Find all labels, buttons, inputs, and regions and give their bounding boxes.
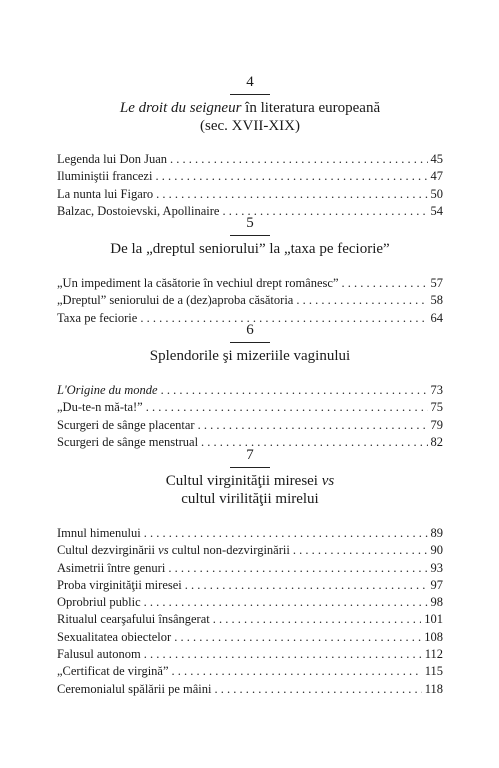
dot-leader bbox=[155, 168, 427, 185]
dot-leader bbox=[293, 542, 428, 559]
dot-leader bbox=[174, 629, 421, 646]
toc-entry[interactable] bbox=[57, 382, 443, 399]
entry-page: 112 bbox=[424, 647, 443, 662]
entry-page: 64 bbox=[430, 310, 443, 325]
entry-page: 58 bbox=[430, 293, 443, 308]
entry-page: 98 bbox=[430, 595, 443, 610]
dot-leader bbox=[213, 611, 422, 628]
entry-title: „Un impediment la căsătorie în vechiul drept românesc” bbox=[57, 276, 339, 290]
entry-page: 108 bbox=[424, 629, 443, 644]
chapter-5 bbox=[57, 214, 443, 327]
entry-title: La nunta lui Figaro bbox=[57, 186, 154, 201]
dot-leader bbox=[170, 151, 427, 168]
entry-title: Imnul himenului bbox=[57, 526, 141, 540]
chapter-rule bbox=[230, 467, 270, 468]
entry-title: Oprobriul public bbox=[57, 595, 141, 610]
entry-title-vs: vs bbox=[158, 543, 169, 558]
entry-title: Ceremonialul spălării pe mâini bbox=[57, 681, 212, 696]
entry-page: 75 bbox=[430, 400, 443, 415]
toc-entry[interactable] bbox=[57, 168, 443, 185]
chapter-number: 5 bbox=[246, 215, 254, 231]
toc-entry[interactable] bbox=[57, 292, 443, 309]
entry-title: Iluminiştii francezi bbox=[57, 169, 153, 184]
entry-page: 73 bbox=[430, 383, 443, 397]
chapter-6 bbox=[57, 321, 443, 451]
chapter-7 bbox=[57, 446, 443, 698]
toc-entry[interactable] bbox=[57, 151, 443, 168]
entry-title bbox=[57, 542, 290, 559]
entry-title: Scurgeri de sânge placentar bbox=[57, 417, 195, 432]
entry-title: L'Origine du monde bbox=[57, 383, 158, 397]
entry-list bbox=[57, 275, 443, 327]
chapter-title-italic: Le droit du seigneur bbox=[119, 100, 242, 116]
chapter-rule bbox=[230, 94, 270, 95]
entry-title: Sexualitatea obiectelor bbox=[57, 629, 172, 644]
toc-entry[interactable] bbox=[57, 417, 443, 434]
entry-page: 57 bbox=[430, 276, 443, 290]
toc-entry[interactable] bbox=[57, 542, 443, 559]
toc-entry[interactable] bbox=[57, 663, 443, 680]
chapter-rule bbox=[230, 342, 270, 343]
dot-leader bbox=[168, 560, 427, 577]
dot-leader bbox=[144, 525, 428, 542]
chapter-title-part: Cultul virginităţii miresei bbox=[165, 473, 322, 489]
dot-leader bbox=[296, 292, 427, 309]
dot-leader bbox=[198, 417, 428, 434]
entry-page: 82 bbox=[430, 434, 443, 449]
dot-leader bbox=[342, 275, 428, 292]
entry-title: Falusul autonom bbox=[57, 647, 141, 662]
chapter-title bbox=[57, 472, 443, 508]
dot-leader bbox=[214, 681, 421, 698]
dot-leader bbox=[185, 577, 428, 594]
entry-list bbox=[57, 382, 443, 451]
entry-title: „Certificat de virgină” bbox=[57, 664, 169, 679]
toc-entry[interactable] bbox=[57, 629, 443, 646]
entry-page: 101 bbox=[424, 612, 443, 627]
toc-entry[interactable] bbox=[57, 577, 443, 594]
entry-page: 45 bbox=[430, 152, 443, 166]
chapter-rule bbox=[230, 235, 270, 236]
entry-title: Scurgeri de sânge menstrual bbox=[57, 434, 199, 449]
entry-page: 97 bbox=[430, 577, 443, 592]
chapter-title-rest: în literatura europeană bbox=[241, 100, 381, 116]
dot-leader bbox=[161, 382, 428, 399]
entry-page: 89 bbox=[430, 526, 443, 540]
chapter-number: 4 bbox=[246, 74, 254, 90]
entry-title: „Du-te-n mă-ta!” bbox=[57, 400, 143, 415]
entry-title: Ritualul cearşafului însângerat bbox=[57, 612, 210, 627]
chapter-title-vs: vs bbox=[321, 473, 335, 489]
chapter-subtitle: (sec. XVII-XIX) bbox=[200, 118, 300, 134]
chapter-number: 7 bbox=[246, 447, 254, 463]
toc-entry[interactable] bbox=[57, 275, 443, 292]
entry-page: 79 bbox=[430, 417, 443, 432]
entry-title: „Dreptul” seniorului de a (dez)aproba căsătoria bbox=[57, 293, 294, 308]
toc-entry[interactable] bbox=[57, 525, 443, 542]
dot-leader bbox=[144, 646, 422, 663]
entry-title-part: cultul non-dezvirginării bbox=[168, 543, 290, 558]
entry-title: Taxa pe feciorie bbox=[57, 310, 138, 325]
dot-leader bbox=[156, 186, 427, 203]
dot-leader bbox=[172, 663, 422, 680]
toc-entry[interactable] bbox=[57, 646, 443, 663]
entry-page: 115 bbox=[424, 664, 443, 679]
entry-title: Asimetrii între genuri bbox=[57, 560, 166, 575]
entry-title: Balzac, Dostoievski, Apollinaire bbox=[57, 203, 220, 218]
entry-title: Legenda lui Don Juan bbox=[57, 152, 168, 166]
entry-title-part: Cultul dezvirginării bbox=[57, 543, 159, 558]
entry-page: 50 bbox=[430, 186, 443, 201]
chapter-title bbox=[57, 99, 443, 135]
dot-leader bbox=[146, 399, 428, 416]
chapter-title: De la „dreptul seniorului” la „taxa pe feciorie” bbox=[110, 241, 390, 257]
chapter-subtitle: cultul virilităţii mirelui bbox=[181, 491, 319, 507]
entry-page: 93 bbox=[430, 560, 443, 575]
entry-list bbox=[57, 525, 443, 698]
chapter-number: 6 bbox=[246, 322, 254, 338]
toc-entry[interactable] bbox=[57, 611, 443, 628]
toc-entry[interactable] bbox=[57, 186, 443, 203]
chapter-4 bbox=[57, 73, 443, 220]
chapter-title: Splendorile şi mizeriile vaginului bbox=[149, 348, 351, 364]
entry-page: 47 bbox=[430, 169, 443, 184]
entry-page: 54 bbox=[430, 203, 443, 218]
dot-leader bbox=[144, 594, 428, 611]
toc-entry[interactable] bbox=[57, 560, 443, 577]
toc-entry[interactable] bbox=[57, 594, 443, 611]
entry-page: 90 bbox=[430, 543, 443, 558]
entry-page: 118 bbox=[424, 681, 443, 696]
entry-title: Proba virginităţii miresei bbox=[57, 577, 182, 592]
entry-list bbox=[57, 151, 443, 220]
toc-entry[interactable] bbox=[57, 399, 443, 416]
toc-entry[interactable] bbox=[57, 681, 443, 698]
